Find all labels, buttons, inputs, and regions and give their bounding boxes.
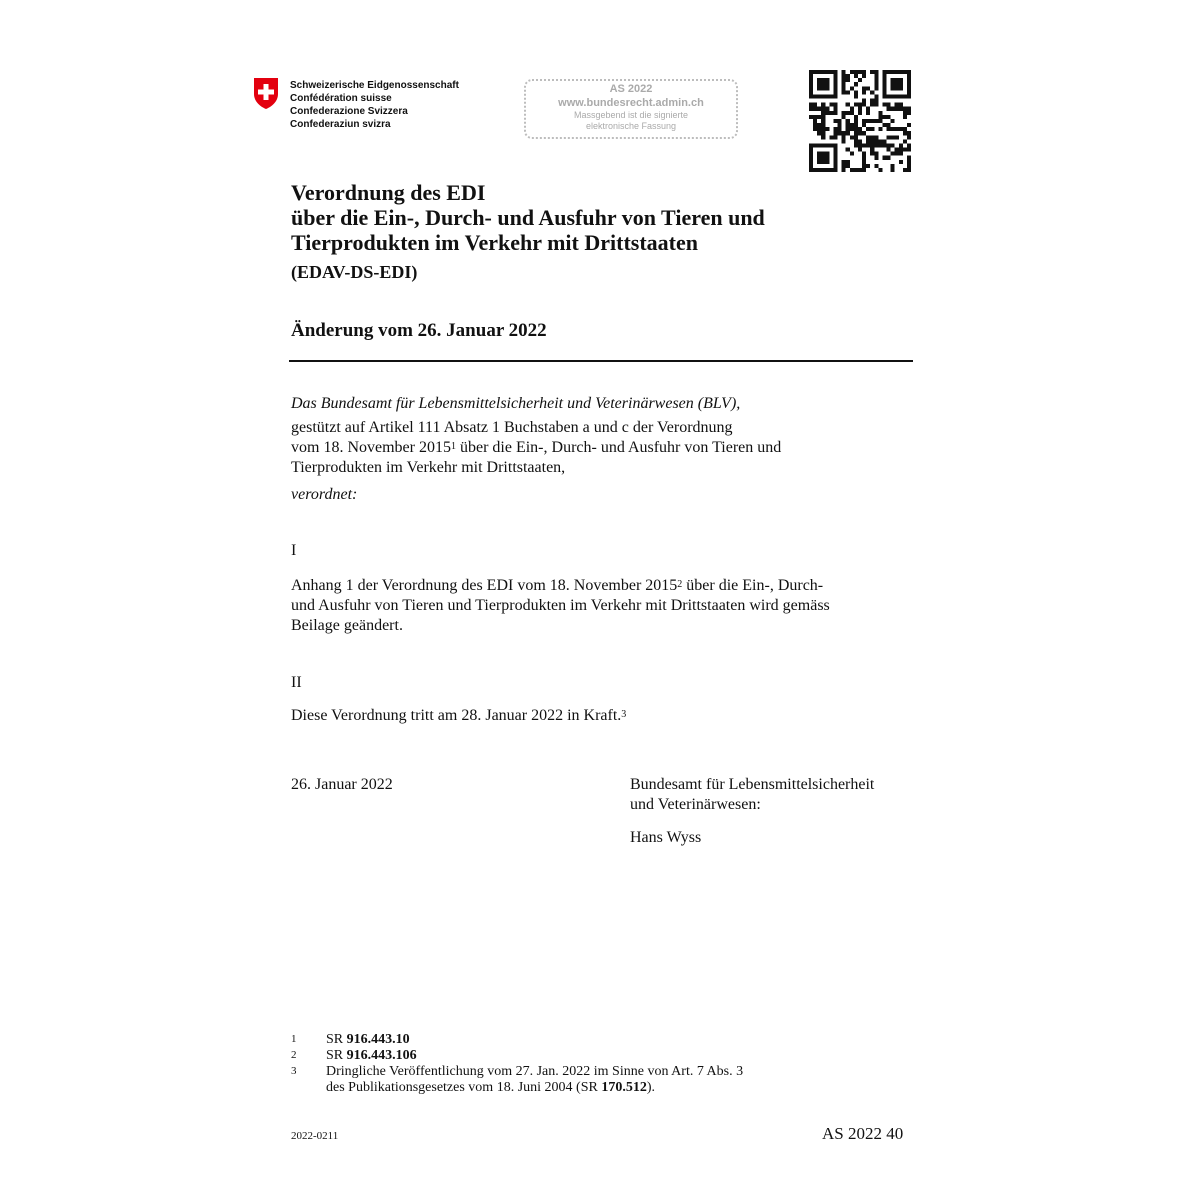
footnote-3-line-2 [326, 1080, 655, 1095]
signature-name: Hans Wyss [630, 829, 702, 846]
footnote-2-number: 2 [291, 1049, 297, 1061]
footnote-1-sr[interactable]: 916.443.10 [346, 1032, 410, 1047]
document-title [291, 180, 765, 255]
section-1-text [291, 576, 830, 636]
footnote-3-number: 3 [291, 1065, 297, 1077]
stamp-as: AS 2022 [609, 83, 653, 95]
preamble-line-2 [291, 438, 781, 458]
signature-office-line-2: und Veterinärwesen: [630, 796, 761, 813]
preamble-line-2-text: vom 18. November 2015 [291, 439, 451, 456]
title-line-1: Verordnung des EDI [291, 180, 486, 205]
section-2-heading: II [291, 674, 302, 691]
footnote-ref-3[interactable]: 3 [621, 709, 627, 720]
footnotes [0, 1032, 1200, 1102]
amendment-date: Änderung vom 26. Januar 2022 [291, 320, 547, 341]
preamble-line-3: Tierprodukten im Verkehr mit Drittstaaten, [291, 459, 566, 476]
preamble-authority: Das Bundesamt für Lebensmittelsicherheit und Veterinärwesen (BLV), [291, 395, 741, 412]
swiss-flag-icon [252, 76, 280, 110]
signature-date: 26. Januar 2022 [291, 776, 393, 793]
footnote-ref-2[interactable]: 2 [677, 579, 683, 590]
signature-office-line-1: Bundesamt für Lebensmittelsicherheit [630, 776, 875, 793]
section-1-line-1-rest: über die Ein-, Durch- [682, 577, 824, 594]
section-1-line-2: und Ausfuhr von Tieren und Tierprodukten im Verkehr mit Drittstaaten wird gemäss [291, 597, 830, 614]
confederation-it: Confederazione Svizzera [290, 106, 408, 117]
section-1-heading: I [291, 542, 297, 559]
footnote-2-prefix: SR [326, 1048, 347, 1063]
document-number: 2022-0211 [291, 1130, 339, 1142]
section-1-line-1 [291, 576, 830, 596]
title-abbreviation: (EDAV-DS-EDI) [291, 262, 418, 282]
footnote-1-number: 1 [291, 1033, 297, 1045]
preamble-basis [291, 418, 781, 478]
official-stamp [524, 79, 738, 139]
footnote-3-line-2-text: des Publikationsgesetzes vom 18. Juni 2004 (SR [326, 1080, 602, 1095]
confederation-de: Schweizerische Eidgenossenschaft [290, 80, 459, 91]
signature-office [630, 775, 874, 815]
confederation-fr: Confédération suisse [290, 93, 392, 104]
footnote-1-text [326, 1032, 410, 1047]
section-1-line-1-text: Anhang 1 der Verordnung des EDI vom 18. November 2015 [291, 577, 678, 594]
confederation-names [290, 79, 459, 131]
title-rule [289, 360, 913, 362]
section-2-sentence: Diese Verordnung tritt am 28. Januar 2022 in Kraft. [291, 707, 622, 724]
footnote-2-sr[interactable]: 916.443.106 [346, 1048, 417, 1063]
preamble-line-1: gestützt auf Artikel 111 Absatz 1 Buchstaben a und c der Verordnung [291, 419, 733, 436]
stamp-note-1: Massgebend ist die signierte [573, 110, 689, 120]
stamp-url: www.bundesrecht.admin.ch [558, 97, 704, 109]
section-2-text [291, 706, 626, 726]
preamble-line-2-rest: über die Ein-, Durch- und Ausfuhr von Tieren und [455, 439, 782, 456]
title-line-3: Tierprodukten im Verkehr mit Drittstaaten [291, 230, 698, 255]
footnote-3-sr[interactable]: 170.512 [601, 1080, 647, 1095]
footnote-1-prefix: SR [326, 1032, 347, 1047]
qr-code-icon [809, 70, 911, 172]
footnote-3-line-1: Dringliche Veröffentlichung vom 27. Jan. 2022 im Sinne von Art. 7 Abs. 3 [326, 1064, 744, 1079]
preamble-decrees: verordnet: [291, 486, 358, 503]
footnote-2-text [326, 1048, 417, 1063]
as-reference: AS 2022 40 [822, 1124, 904, 1143]
footnote-3-line-2-end: ). [646, 1080, 655, 1095]
confederation-rm: Confederaziun svizra [290, 119, 391, 130]
stamp-note-2: elektronische Fassung [585, 121, 677, 131]
footnote-ref-1[interactable]: 1 [450, 441, 456, 452]
section-1-line-3: Beilage geändert. [291, 617, 403, 634]
title-line-2: über die Ein-, Durch- und Ausfuhr von Tieren und [291, 205, 765, 230]
